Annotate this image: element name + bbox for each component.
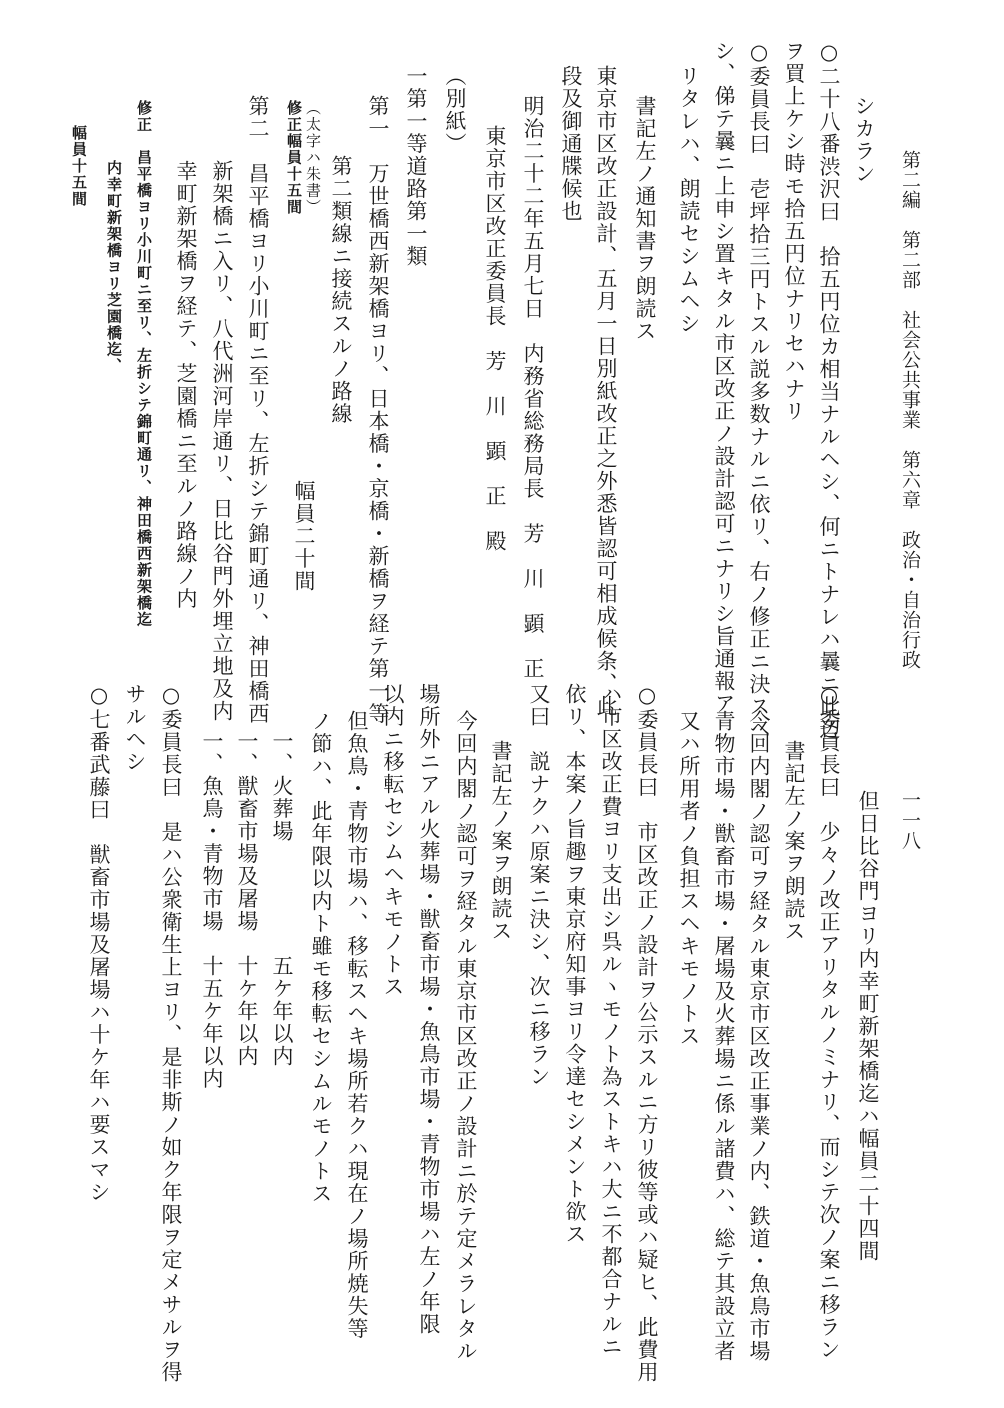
- text-column: 新架橋ニ入リ、八代洲河岸通リ、日比谷門外埋立地及内: [210, 160, 234, 723]
- text-column: ハ市区改正費ヨリ支出シ呉ルヽモノト為ストキハ大ニ不都合ナルニ: [599, 683, 623, 1358]
- text-column: 第二類線ニ接続スルノ路線: [329, 155, 353, 425]
- width-label: 幅員二十間: [292, 480, 316, 593]
- revision-text: 内幸町新架橋ヨリ芝園橋迄、: [105, 160, 123, 375]
- text-column: 第二 昌平橋ヨリ小川町ニ至リ、左折シテ錦町通リ、神田橋西: [246, 95, 270, 725]
- text-column: リタレハ、朗読セシムヘシ: [677, 65, 701, 335]
- text-column: 依リ、本案ノ旨趣ヲ東京府知事ヨリ令達セシメント欲ス: [563, 683, 587, 1246]
- text-column: 但魚鳥・青物市場ハ、移転スヘキ場所若クハ現在ノ場所焼失等: [345, 710, 369, 1340]
- text-column: 書記左ノ案ヲ朗読ス: [782, 740, 806, 943]
- revision-text: 修正 昌平橋ヨリ小川町ニ至リ、左折シテ錦町通リ、神田橋西新架橋迄: [135, 100, 153, 628]
- red-note: （太字ハ朱書）: [304, 100, 322, 216]
- text-column: 今回内閣ノ認可ヲ経タル東京市区改正事業ノ内、鉄道・魚鳥市場: [747, 710, 771, 1363]
- running-title: 第二編 第二部 社会公共事業 第六章 政治・自治行政: [899, 150, 921, 670]
- text-column: ○委員長曰 少々ノ改正アリタルノミナリ、而シテ次ノ案ニ移ラン: [817, 683, 841, 1361]
- text-column: ノ節ハ、此年限以内ト雖モ移転セシムルモノトス: [309, 710, 333, 1205]
- text-column: 場所外ニアル火葬場・獣畜市場・魚鳥市場・青物市場ハ左ノ年限: [417, 683, 441, 1336]
- text-column: 青物市場・獣畜市場・屠場及火葬場ニ係ル諸費ハ、総テ其設立者: [712, 710, 736, 1363]
- text-column: 幸町新架橋ヲ経テ、芝園橋ニ至ルノ路線ノ内: [174, 160, 198, 610]
- list-item: 一、獣畜市場及屠場 十ケ年以内: [235, 730, 259, 1068]
- text-column: 書記左ノ案ヲ朗読ス: [489, 740, 513, 943]
- revision-width: 幅員十五間: [70, 125, 88, 208]
- text-column: 第一 万世橋西新架橋ヨリ、日本橋・京橋・新橋ヲ経テ第一等: [366, 95, 390, 725]
- text-column: 但日比谷門ヨリ内幸町新架橋迄ハ幅員二十四間: [856, 790, 880, 1263]
- text-column: ○七番武藤曰 獣畜市場及屠場ハ十ケ年ハ要スマシ: [87, 683, 111, 1204]
- text-column: 書記左ノ通知書ヲ朗読ス: [633, 95, 657, 343]
- text-column: ○委員長曰 市区改正ノ設計ヲ公示スルニ方リ彼等或ハ疑ヒ、此費用: [635, 683, 659, 1384]
- list-item: 一、火葬場 五ケ年以内: [270, 730, 294, 1068]
- list-item: 一、魚鳥・青物市場 十五ケ年以内: [200, 730, 224, 1090]
- text-column: 段及御通牒候也: [559, 65, 583, 223]
- revision-width: 修正幅員十五間: [285, 100, 303, 216]
- text-column: ○委員長曰 壱坪拾三円トスル説多数ナルニ依リ、右ノ修正ニ決スヘ: [747, 40, 771, 741]
- text-column: シ、俤テ曩ニ上申シ置キタル市区改正ノ設計認可ニナリシ旨通報ア: [712, 40, 736, 715]
- text-column: 今回内閣ノ認可ヲ経タル東京市区改正ノ設計ニ於テ定メラレタル: [454, 710, 478, 1363]
- text-column: 又ハ所用者ノ負担スヘキモノトス: [677, 710, 701, 1048]
- text-column: 東京市区改正委員長 芳 川 顕 正 殿: [483, 125, 507, 553]
- text-column: ヲ買上ケシ時モ拾五円位ナリセハナリ: [782, 40, 806, 423]
- text-column: サルヘシ: [123, 683, 147, 773]
- text-column: 以内ニ移転セシムヘキモノトス: [381, 683, 405, 998]
- text-column: 又曰 説ナクハ原案ニ決シ、次ニ移ラン: [527, 683, 551, 1088]
- annex-label: （別紙）: [443, 65, 467, 155]
- text-column: ○委員長曰 是ハ公衆衛生上ヨリ、是非斯ノ如ク年限ヲ定メサルヲ得: [159, 683, 183, 1384]
- text-column: 明治二十二年五月七日 内務省総務局長 芳 川 顕 正: [521, 95, 545, 680]
- text-column: 東京市区改正設計、五月一日別紙改正之外悉皆認可相成候条、此: [594, 65, 618, 718]
- text-column: シカラン: [852, 95, 876, 185]
- page-number: 一一八: [899, 790, 921, 852]
- text-column: ○二十八番渋沢曰 拾五円位カ相当ナルヘシ、何ニトナレハ曩ニ此辺: [817, 40, 841, 741]
- text-column: 一第一等道路第一類: [404, 65, 428, 268]
